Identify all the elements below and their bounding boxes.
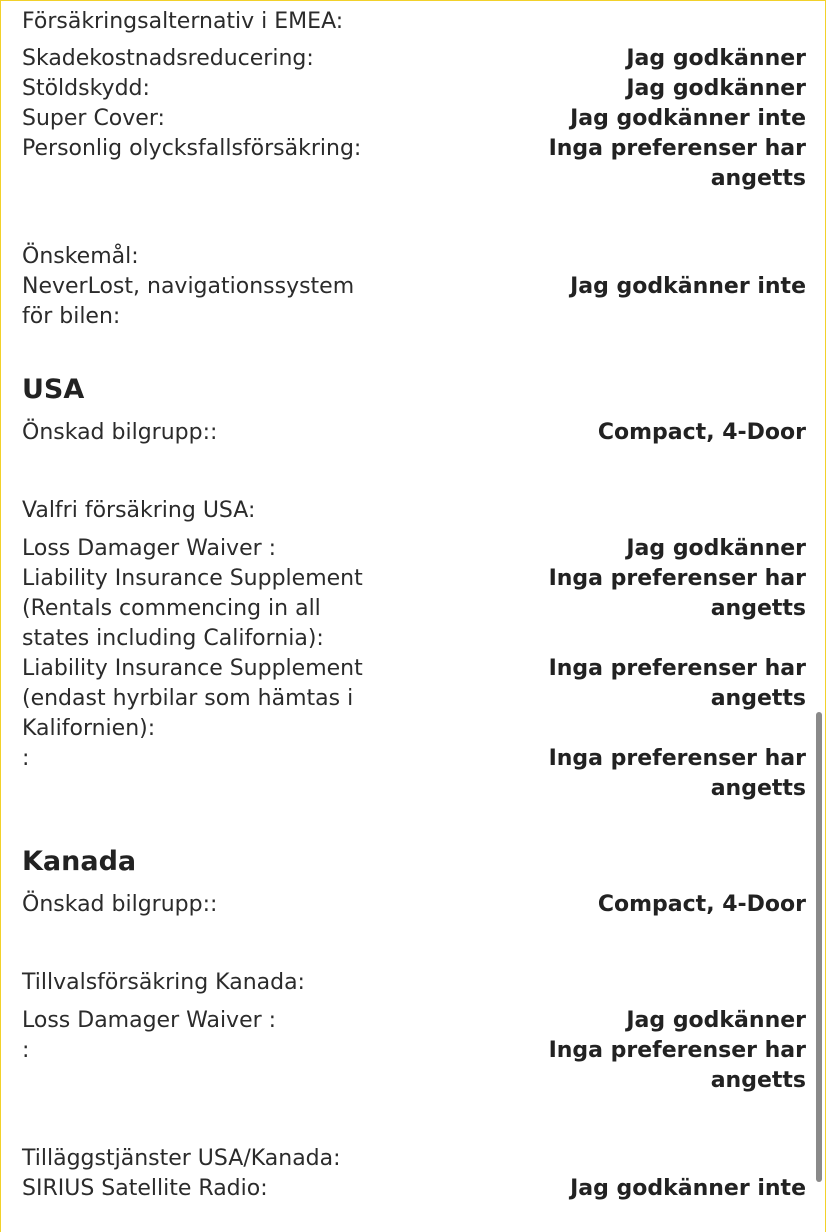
usa-unnamed-value-line1: Inga preferenser har bbox=[548, 746, 806, 771]
usa-heading: USA bbox=[22, 374, 85, 405]
cdw-value: Jag godkänner bbox=[626, 46, 806, 71]
neverlost-value: Jag godkänner inte bbox=[570, 274, 806, 299]
lis-all-states-value-line1: Inga preferenser har bbox=[548, 566, 806, 591]
cdw-label: Skadekostnadsreducering: bbox=[22, 46, 314, 71]
theft-protection-label: Stöldskydd: bbox=[22, 76, 150, 101]
theft-protection-value: Jag godkänner bbox=[626, 76, 806, 101]
lis-california-value-line1: Inga preferenser har bbox=[548, 656, 806, 681]
canada-car-group-value: Compact, 4-Door bbox=[597, 892, 806, 917]
emea-insurance-title: Försäkringsalternativ i EMEA: bbox=[22, 9, 344, 34]
lis-california-label-line1: Liability Insurance Supplement bbox=[22, 656, 363, 681]
super-cover-value: Jag godkänner inte bbox=[570, 106, 806, 131]
lis-all-states-label-line3: states including California): bbox=[22, 626, 324, 651]
usa-unnamed-value-line2: angetts bbox=[710, 776, 806, 801]
canada-ldw-label: Loss Damager Waiver : bbox=[22, 1008, 277, 1033]
neverlost-label-line1: NeverLost, navigationssystem bbox=[22, 274, 355, 299]
sirius-value: Jag godkänner inte bbox=[570, 1176, 806, 1201]
canada-heading: Kanada bbox=[22, 846, 137, 877]
canada-unnamed-value-line1: Inga preferenser har bbox=[548, 1038, 806, 1063]
super-cover-label: Super Cover: bbox=[22, 106, 165, 131]
canada-car-group-label: Önskad bilgrupp:: bbox=[22, 892, 218, 917]
sirius-label: SIRIUS Satellite Radio: bbox=[22, 1176, 268, 1201]
personal-accident-label: Personlig olycksfallsförsäkring: bbox=[22, 136, 362, 161]
usa-ldw-label: Loss Damager Waiver : bbox=[22, 536, 277, 561]
lis-california-label-line2: (endast hyrbilar som hämtas i bbox=[22, 686, 354, 711]
usa-insurance-title: Valfri försäkring USA: bbox=[22, 498, 256, 523]
lis-all-states-label-line2: (Rentals commencing in all bbox=[22, 596, 321, 621]
canada-unnamed-label: : bbox=[22, 1038, 30, 1063]
lis-all-states-value-line2: angetts bbox=[710, 596, 806, 621]
canada-unnamed-value-line2: angetts bbox=[710, 1068, 806, 1093]
neverlost-label-line2: för bilen: bbox=[22, 304, 121, 329]
lis-all-states-label-line1: Liability Insurance Supplement bbox=[22, 566, 363, 591]
usa-car-group-label: Önskad bilgrupp:: bbox=[22, 420, 218, 445]
usa-car-group-value: Compact, 4-Door bbox=[597, 420, 806, 445]
extras-title: Tilläggstjänster USA/Kanada: bbox=[22, 1146, 341, 1171]
lis-california-value-line2: angetts bbox=[710, 686, 806, 711]
canada-insurance-title: Tillvalsförsäkring Kanada: bbox=[22, 970, 305, 995]
vertical-scrollbar[interactable] bbox=[816, 712, 822, 1182]
personal-accident-value-line1: Inga preferenser har bbox=[548, 136, 806, 161]
canada-ldw-value: Jag godkänner bbox=[626, 1008, 806, 1033]
lis-california-label-line3: Kalifornien): bbox=[22, 716, 156, 741]
usa-unnamed-label: : bbox=[22, 746, 30, 771]
personal-accident-value-line2: angetts bbox=[710, 166, 806, 191]
wishes-title: Önskemål: bbox=[22, 244, 139, 269]
usa-ldw-value: Jag godkänner bbox=[626, 536, 806, 561]
